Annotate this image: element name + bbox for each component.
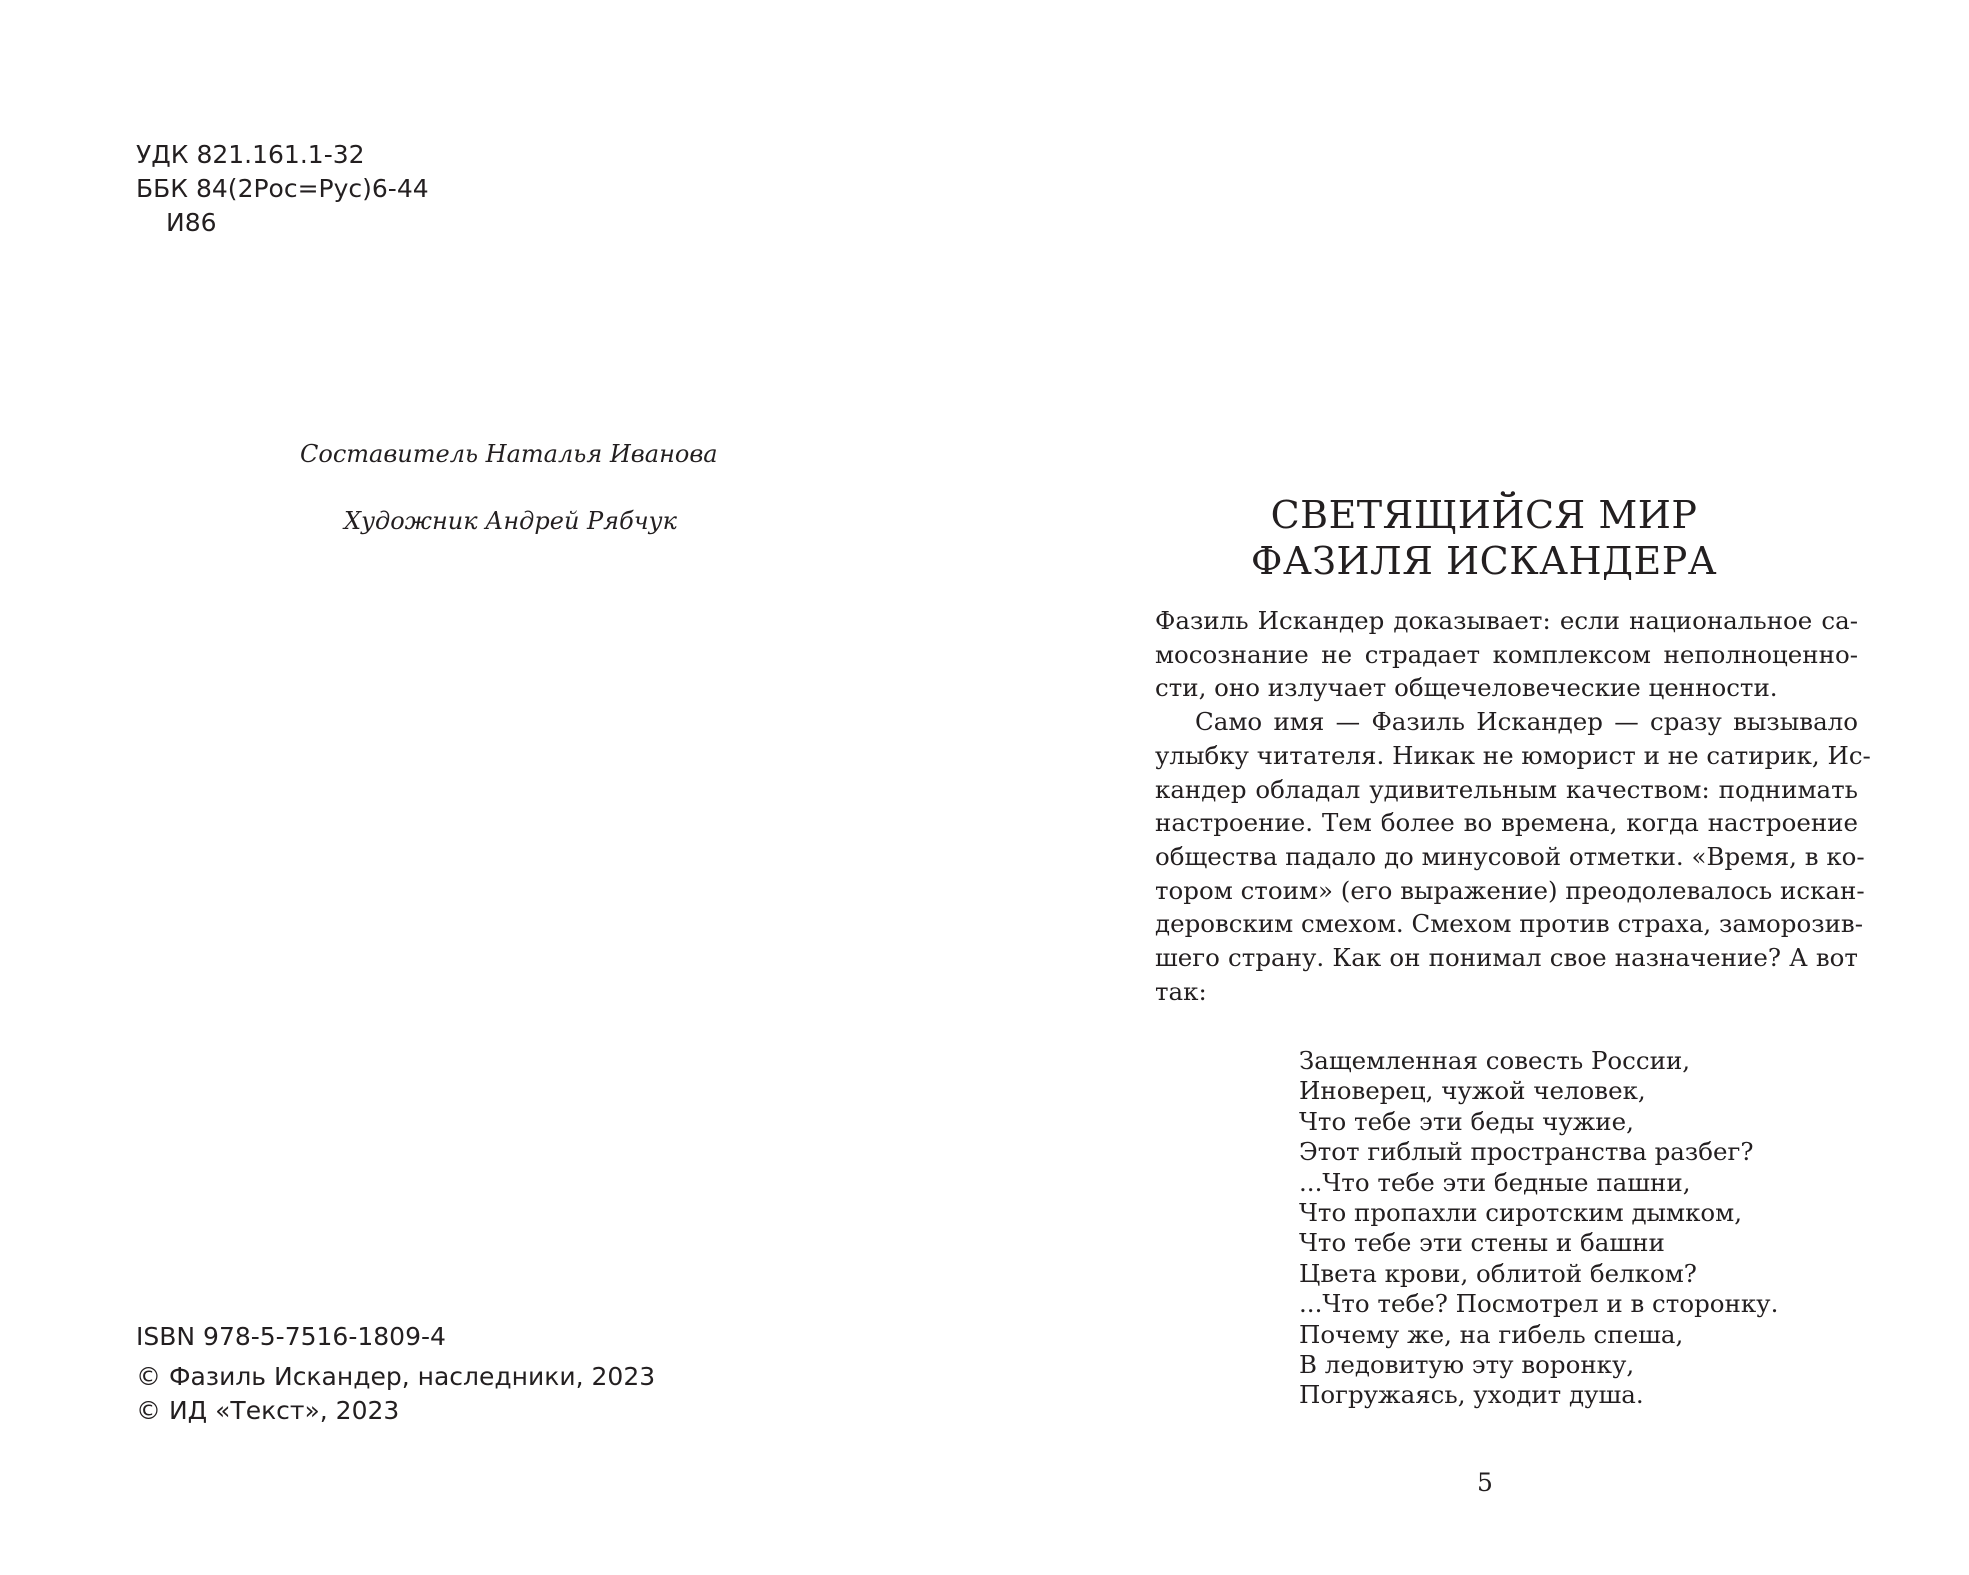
- text-line: кандер обладал удивительным качеством: поднимать: [1155, 774, 1858, 804]
- right-page: [984, 0, 1969, 1575]
- catalog-codes: [136, 138, 429, 240]
- chapter-title: [1104, 492, 1864, 584]
- bbk-code: ББК 84(2Рос=Рус)6-44: [136, 174, 429, 203]
- isbn: ISBN 978-5-7516-1809-4: [136, 1322, 446, 1351]
- author-mark: И86: [166, 208, 217, 237]
- text-line: мосознание не страдает комплексом неполноценно-: [1155, 639, 1858, 669]
- poem-line: Иноверец, чужой человек,: [1299, 1076, 1646, 1106]
- poem-line: Что тебе эти беды чужие,: [1299, 1106, 1634, 1136]
- paragraph: [1155, 604, 1858, 705]
- poem-line: ...Что тебе? Посмотрел и в сторонку.: [1299, 1289, 1779, 1319]
- poem: [1299, 1046, 1778, 1411]
- text-line: тором стоим» (его выражение) преодолевалось искан-: [1155, 875, 1865, 905]
- poem-line: Что пропахли сиротским дымком,: [1299, 1198, 1743, 1228]
- body-text: [1155, 604, 1871, 1008]
- left-page: [0, 0, 984, 1575]
- page-number: [1477, 1468, 1493, 1497]
- copyright-line: © ИД «Текст», 2023: [136, 1396, 400, 1425]
- text-line: улыбку читателя. Никак не юморист и не сатирик, Ис-: [1155, 740, 1871, 770]
- text-line: сти, оно излучает общечеловеческие ценности.: [1155, 673, 1778, 703]
- artist-credit: Художник Андрей Рябчук: [344, 507, 677, 535]
- chapter-title-line: ФАЗИЛЯ ИСКАНДЕРА: [1250, 539, 1718, 583]
- poem-line: Почему же, на гибель спеша,: [1299, 1319, 1684, 1349]
- text-line: настроение. Тем более во времена, когда настроение: [1155, 808, 1858, 838]
- copyright-block: [136, 1360, 655, 1428]
- paragraph: [1155, 705, 1871, 1008]
- poem-line: Что тебе эти стены и башни: [1299, 1228, 1665, 1258]
- poem-line: Цвета крови, облитой белком?: [1299, 1258, 1697, 1288]
- poem-line: Защемленная совесть России,: [1299, 1046, 1691, 1075]
- compiler-credit: Составитель Наталья Иванова: [300, 440, 718, 468]
- copyright-line: © Фазиль Искандер, наследники, 2023: [136, 1362, 656, 1391]
- poem-line: Этот гиблый пространства разбег?: [1299, 1137, 1754, 1167]
- poem-line: Погружаясь, уходит душа.: [1299, 1380, 1644, 1410]
- page-number-text: 5: [1477, 1468, 1493, 1497]
- poem-line: В ледовитую эту воронку,: [1299, 1350, 1635, 1380]
- text-line: общества падало до минусовой отметки. «Время, в ко-: [1155, 841, 1865, 871]
- text-line: шего страну. Как он понимал свое назначение? А вот: [1155, 943, 1858, 973]
- text-line: деровским смехом. Смехом против страха, заморозив-: [1155, 909, 1863, 939]
- text-line: так:: [1155, 976, 1207, 1006]
- text-line: Само имя — Фазиль Искандер — сразу вызывало: [1195, 707, 1858, 737]
- poem-line: ...Что тебе эти бедные пашни,: [1299, 1167, 1691, 1197]
- chapter-title-line: СВЕТЯЩИЙСЯ МИР: [1270, 493, 1698, 537]
- udk-code: УДК 821.161.1-32: [136, 140, 365, 169]
- text-line: Фазиль Искандер доказывает: если национальное са-: [1155, 606, 1858, 635]
